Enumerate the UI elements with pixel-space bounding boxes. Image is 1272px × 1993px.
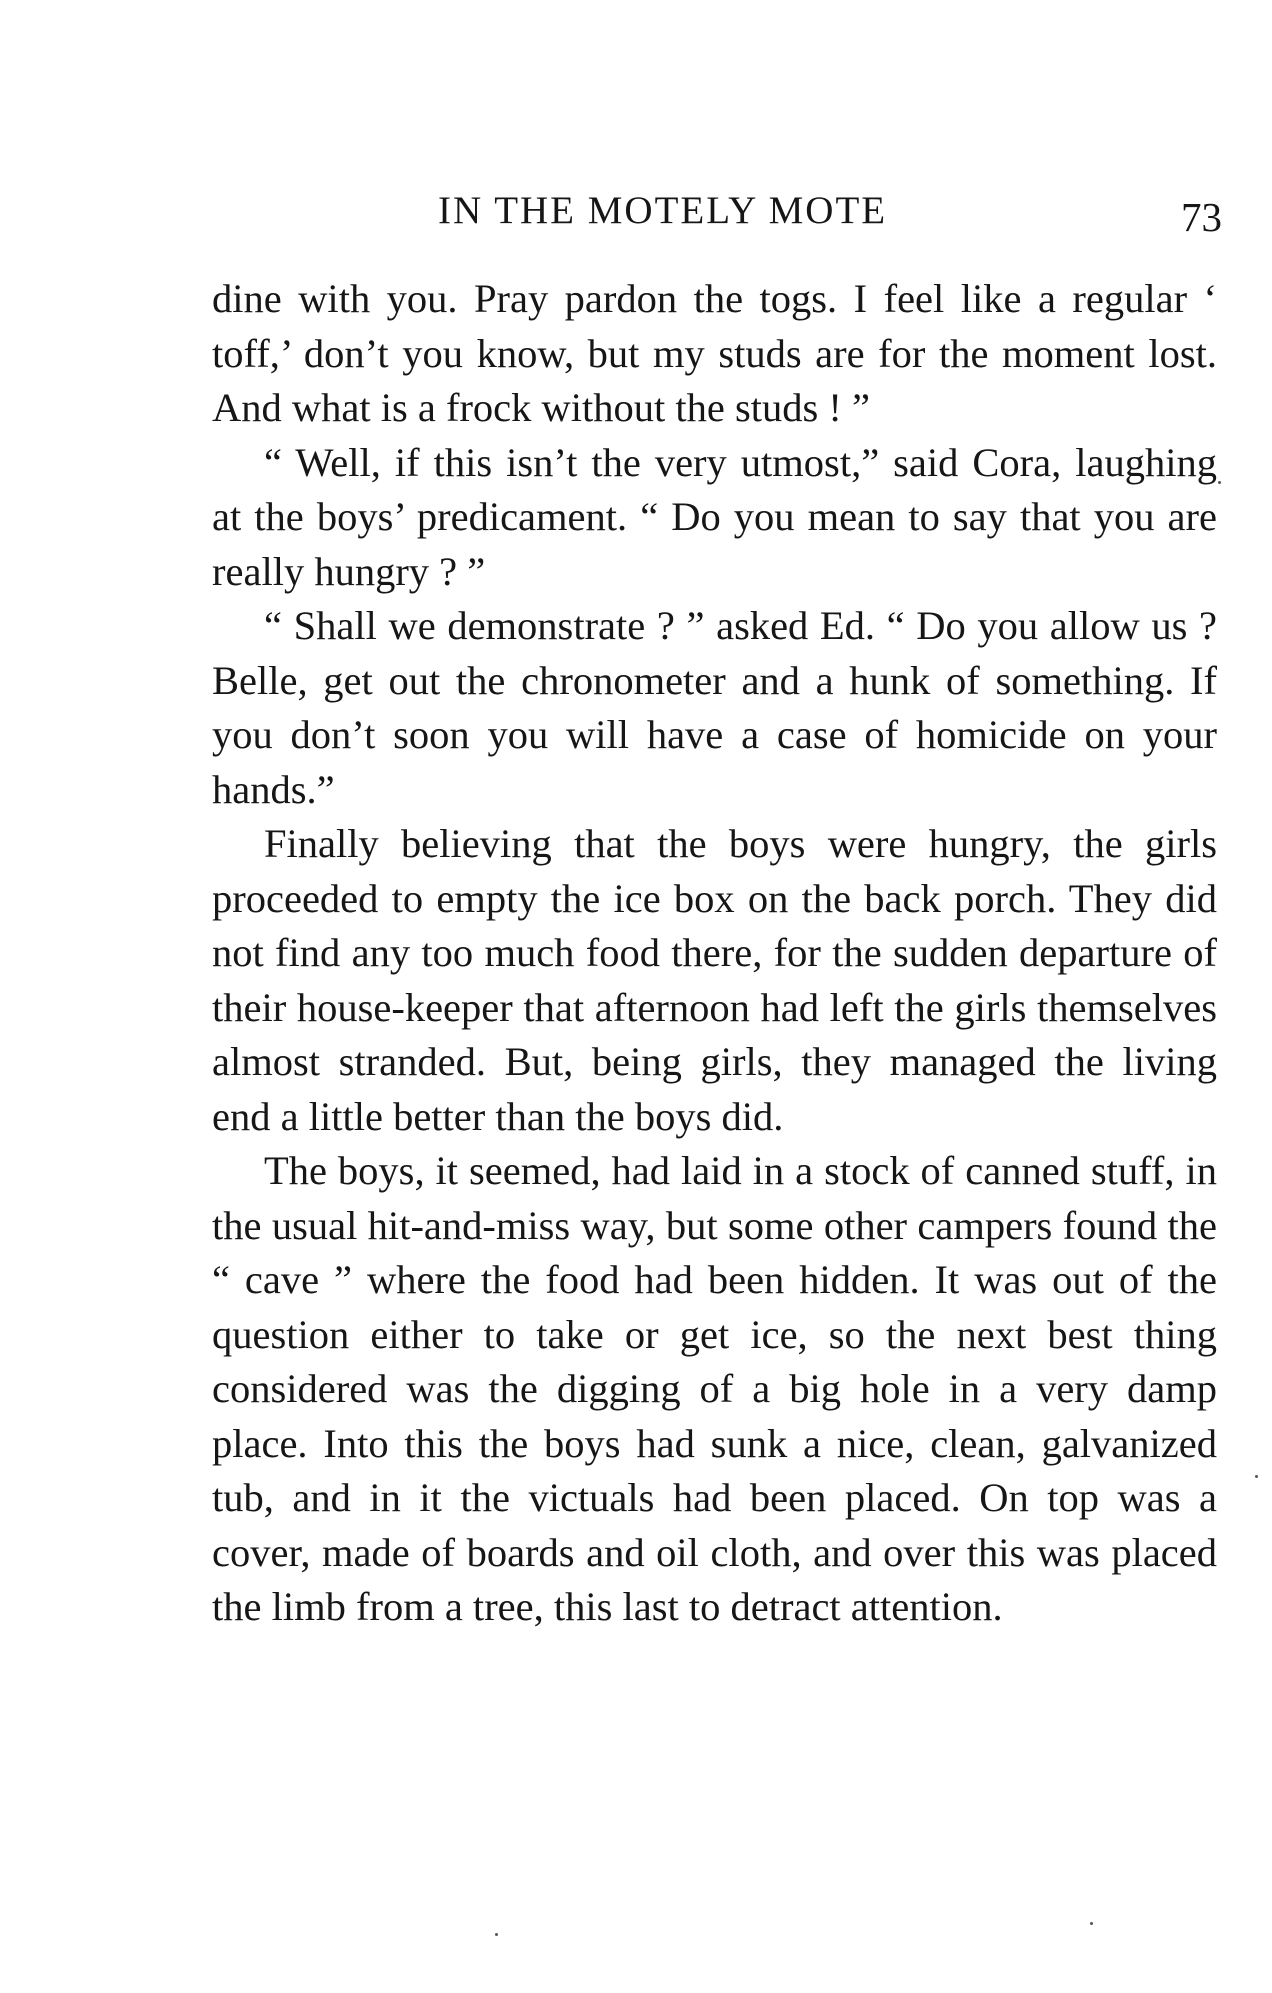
paper-speck xyxy=(1090,1922,1093,1925)
paragraph: The boys, it seemed, had laid in a stock of canned stuff, in the usual hit-and-miss way, but some other campers found the “ cave ” where the food had been hidden. It was out of the question either to take or get ice, so the next best thing considered was the digging of a big hole in a very damp place. Into this the boys had sunk a nice, clean, galvanized tub, and in it the victuals had been placed. On top was a cover, made of boards and oil cloth, and over this was placed the limb from a tree, this last to detract attention. xyxy=(212,1148,1217,1629)
page-number: 73 xyxy=(1181,194,1222,240)
paragraph: “ Shall we demonstrate ? ” asked Ed. “ Do you allow us ? Belle, get out the chronometer and a hunk of something. If you don’t soon you will have a case of homicide on your hands.” xyxy=(212,603,1217,812)
paper-speck xyxy=(1255,1475,1258,1478)
paragraph: “ Well, if this isn’t the very utmost,” said Cora, laughing at the boys’ predicament. “ Do you mean to say that you are really hungry ? ” xyxy=(212,439,1217,594)
body-text xyxy=(212,272,1217,1635)
paper-speck xyxy=(495,1933,498,1936)
paragraph: Finally believing that the boys were hungry, the girls proceeded to empty the ice box on the back porch. They did not find any too much food there, for the sudden departure of their house-keeper that afternoon had left the girls themselves almost stranded. But, being girls, they managed the living end a little better than the boys did. xyxy=(212,821,1217,1139)
paper-speck xyxy=(1218,481,1221,484)
page-header xyxy=(210,186,1222,240)
running-head: IN THE MOTELY MOTE xyxy=(438,189,888,232)
paragraph-continued: dine with you. Pray pardon the togs. I feel like a regular ‘ toff,’ don’t you know, but my studs are for the moment lost. And what is a frock without the studs ! ” xyxy=(212,276,1217,430)
